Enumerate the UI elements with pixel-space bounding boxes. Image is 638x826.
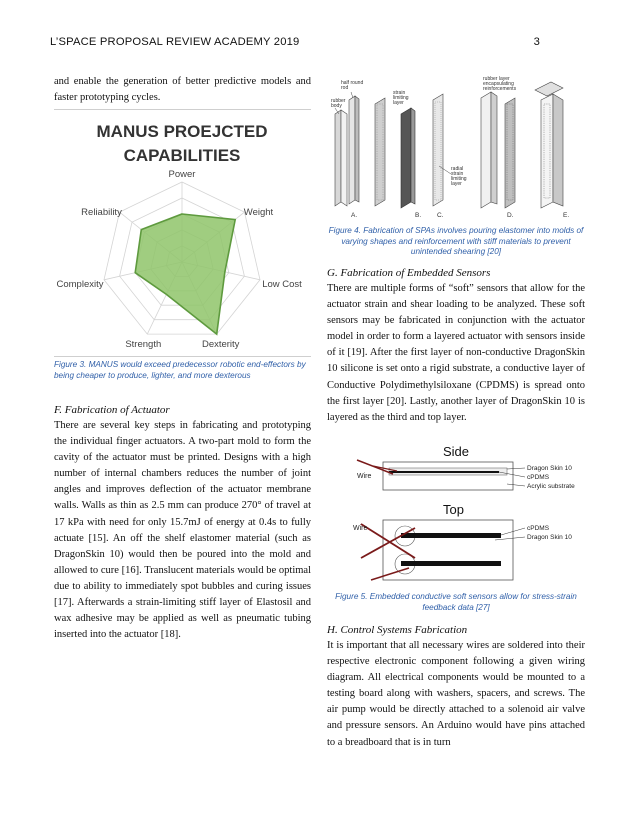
radar-axis-label-low-cost: Low Cost bbox=[262, 278, 302, 290]
top-wire-label: Wire bbox=[353, 525, 368, 532]
label-reinforcements: reinforcements bbox=[483, 86, 517, 92]
mold-c bbox=[433, 94, 451, 206]
side-wire-label: Wire bbox=[357, 473, 372, 480]
left-intro bbox=[54, 74, 311, 106]
label-layer: layer bbox=[393, 100, 404, 106]
section-h-heading: H. Control Systems Fabrication bbox=[327, 624, 468, 636]
side-label-cpdms: cPDMS bbox=[527, 474, 550, 481]
section-f bbox=[54, 403, 311, 643]
mold-a bbox=[335, 92, 359, 206]
label-body: body bbox=[331, 103, 342, 109]
letter-b: B. bbox=[415, 212, 422, 219]
label-rubber: rubber bbox=[331, 98, 346, 104]
letter-c: C. bbox=[437, 212, 444, 219]
radar-axis-label-power: Power bbox=[168, 169, 196, 180]
mold-e bbox=[535, 82, 563, 208]
section-h-body: It is important that all necessary wires are soldered into their respective electronic component following a given wiring diagram. All electrical components would be mounted to a testing board along with washers, spacers, and screws. The air pump would be directly attached to a solenoid air valve and pressure sensors. An Arduino would have pins attached to a breadboard that is in turn bbox=[327, 640, 585, 748]
radar-axis-label-strength: Strength bbox=[125, 339, 162, 351]
figure3-radar-chart bbox=[54, 111, 311, 354]
label-half-round: half round bbox=[341, 80, 364, 86]
letter-a: A. bbox=[351, 212, 358, 219]
mold-b bbox=[375, 98, 415, 208]
intro-paragraph: and enable the generation of better predictive models and faster prototyping cycles. bbox=[54, 76, 311, 104]
side-label-dragonskin: Dragon Skin 10 bbox=[527, 465, 572, 472]
figure3-caption: Figure 3. MANUS would exceed predecessor robotic end-effectors by being cheaper to produce, lighter, and more dexterous bbox=[54, 360, 306, 380]
section-g-body: There are multiple forms of “soft” sensors that allow for the actuator strain and shear loading to be analyzed. These soft sensors may be fabricated in conjunction with the actuator model in order to form a layered actuator with sensors inside of it [19]. After the first layer of non-conductive DragonSkin 10 silicone is set onto a rigid substrate, a conductive layer of Conductive Polydimethylsiloxane (CPDMS) is spread onto the first layer [20]. Lastly, another layer of DragonSkin 10 is layered as the third and top layer. bbox=[327, 283, 585, 423]
header-title: L’SPACE PROPOSAL REVIEW ACADEMY 2019 bbox=[50, 36, 300, 48]
figure5-caption: Figure 5. Embedded conductive soft sensors allow for stress-strain feedback data [27] bbox=[335, 592, 577, 612]
label-radial-strain: strain bbox=[451, 171, 464, 177]
figure4-caption: Figure 4. Fabrication of SPAs involves pouring elastomer into molds of varying shapes and reinforcement with stiff materials to prevent unintended shearing [20] bbox=[328, 226, 584, 257]
section-h bbox=[327, 623, 585, 751]
radar-axis-label-weight: Weight bbox=[243, 207, 274, 219]
label-radial-layer: layer bbox=[451, 181, 462, 187]
figure4-spa-diagram bbox=[327, 74, 585, 222]
page-number: 3 bbox=[533, 36, 540, 48]
label-rod: rod bbox=[341, 85, 349, 91]
figure3-title-line2: CAPABILITIES bbox=[123, 146, 241, 165]
top-label-dragonskin: Dragon Skin 10 bbox=[527, 534, 572, 541]
section-g bbox=[327, 266, 585, 426]
running-header bbox=[50, 36, 540, 48]
letter-e: E. bbox=[563, 212, 570, 219]
radar-axis-label-reliability: Reliability bbox=[81, 207, 122, 219]
letter-d: D. bbox=[507, 212, 514, 219]
side-title: Side bbox=[443, 444, 470, 459]
radar-axis-label-complexity: Complexity bbox=[56, 278, 104, 290]
side-label-acrylic: Acrylic substrate bbox=[527, 483, 575, 490]
section-g-heading: G. Fabrication of Embedded Sensors bbox=[327, 267, 491, 279]
section-f-heading: F. Fabrication of Actuator bbox=[54, 404, 170, 416]
section-f-body: There are several key steps in fabricating and prototyping the individual finger actuators. A two-part mold to form the cavity of the actuator must be printed. Designs with a high number of internal chambers reduces the number of joint angles and improves deflection of the actuator membrane walls. Walls as thin as 2.5 mm can produce 270° of travel at 17 kPa with need for only 15.7mJ of energy at 0.4s to fully actuate [15]. An off the shelf elastomer material (such as DragonSkin 10) would then be poured into the mold and allowed to cure [16]. Translucent materials would be optimal due to ability to immediately spot bubbles and curing issues [17]. Afterwards a strain-limiting stiff layer of Elastosil and wax adhesive may be applied as well as pneumatic tubing inserted into the actuator [18]. bbox=[54, 420, 311, 641]
figure-rule-top bbox=[54, 109, 311, 110]
figure-rule-bottom bbox=[54, 356, 311, 357]
label-rubber-layer: rubber layer bbox=[483, 76, 510, 82]
figure3-title-line1: MANUS PROEJCTED bbox=[96, 122, 268, 141]
label-radial: radial bbox=[451, 166, 464, 172]
top-title: Top bbox=[443, 502, 464, 517]
label-encapsulating: encapsulating bbox=[483, 81, 514, 87]
label-strain: strain bbox=[393, 90, 406, 96]
radar-series-area bbox=[135, 214, 235, 334]
radar-axis-label-dexterity: Dexterity bbox=[201, 339, 240, 351]
label-radial-limiting: limiting bbox=[451, 176, 467, 182]
mold-d bbox=[481, 92, 515, 208]
figure5-sensor-diagram bbox=[327, 440, 585, 588]
label-limiting: limiting bbox=[393, 95, 409, 101]
top-label-cpdms: cPDMS bbox=[527, 525, 550, 532]
